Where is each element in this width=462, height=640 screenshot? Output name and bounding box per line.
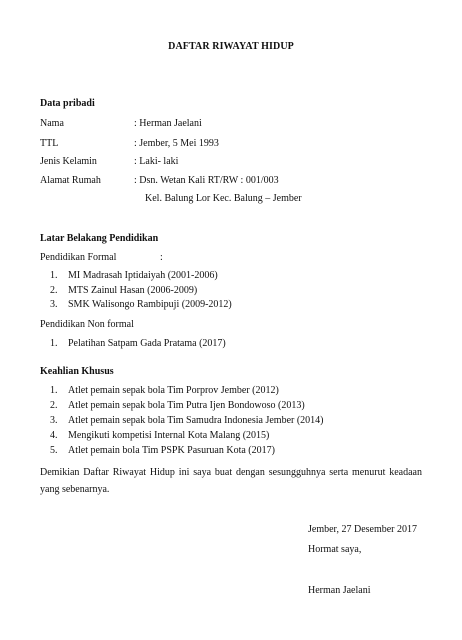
address-value: : Dsn. Wetan Kali RT/RW : 001/003 — [134, 175, 279, 186]
formal-education-colon: : — [160, 252, 163, 263]
signature-place-date: Jember, 27 Desember 2017 — [308, 524, 418, 535]
address-line2: Kel. Balung Lor Kec. Balung – Jember — [145, 193, 302, 204]
formal-education-label: Pendidikan Formal — [40, 252, 117, 263]
ttl-label: TTL — [40, 138, 59, 149]
name-label: Nama — [40, 118, 64, 129]
skill-item-num: 2. — [50, 400, 58, 411]
skill-item: Atlet pemain sepak bola Tim Putra Ijen Bondowoso (2013) — [68, 400, 305, 411]
closing-paragraph: Demikian Daftar Riwayat Hidup ini saya buat dengan sesungguhnya serta menurut keadaan yang sebenarnya. — [40, 467, 422, 495]
education-heading: Latar Belakang Pendidikan — [40, 233, 159, 244]
skill-item-num: 4. — [50, 430, 58, 441]
nonformal-item-num: 1. — [50, 338, 58, 349]
nonformal-education-label: Pendidikan Non formal — [40, 319, 134, 330]
signature-regards: Hormat saya, — [308, 544, 362, 555]
address-label: Alamat Rumah — [40, 175, 101, 186]
skill-item-num: 3. — [50, 415, 58, 426]
gender-value: : Laki- laki — [134, 156, 179, 167]
document-title: DAFTAR RIWAYAT HIDUP — [168, 41, 294, 52]
personal-heading: Data pribadi — [40, 98, 95, 109]
nonformal-item: Pelatihan Satpam Gada Pratama (2017) — [68, 338, 226, 349]
name-value: : Herman Jaelani — [134, 118, 202, 129]
formal-item-num: 1. — [50, 270, 58, 281]
skill-item-num: 1. — [50, 385, 58, 396]
ttl-value: : Jember, 5 Mei 1993 — [134, 138, 219, 149]
formal-item: SMK Walisongo Rambipuji (2009-2012) — [68, 299, 232, 310]
skills-heading: Keahlian Khusus — [40, 366, 114, 377]
skill-item-num: 5. — [50, 445, 58, 456]
gender-label: Jenis Kelamin — [40, 156, 97, 167]
skill-item: Atlet pemain sepak bola Tim Samudra Indonesia Jember (2014) — [68, 415, 324, 426]
formal-item-num: 3. — [50, 299, 58, 310]
formal-item-num: 2. — [50, 285, 58, 296]
skill-item: Atlet pemain bola Tim PSPK Pasuruan Kota (2017) — [68, 445, 275, 456]
signature-name: Herman Jaelani — [308, 585, 371, 596]
skill-item: Atlet pemain sepak bola Tim Porprov Jember (2012) — [68, 385, 279, 396]
formal-item: MTS Zainul Hasan (2006-2009) — [68, 285, 198, 296]
skill-item: Mengikuti kompetisi Internal Kota Malang (2015) — [68, 430, 270, 441]
formal-item: MI Madrasah Iptidaiyah (2001-2006) — [68, 270, 218, 281]
